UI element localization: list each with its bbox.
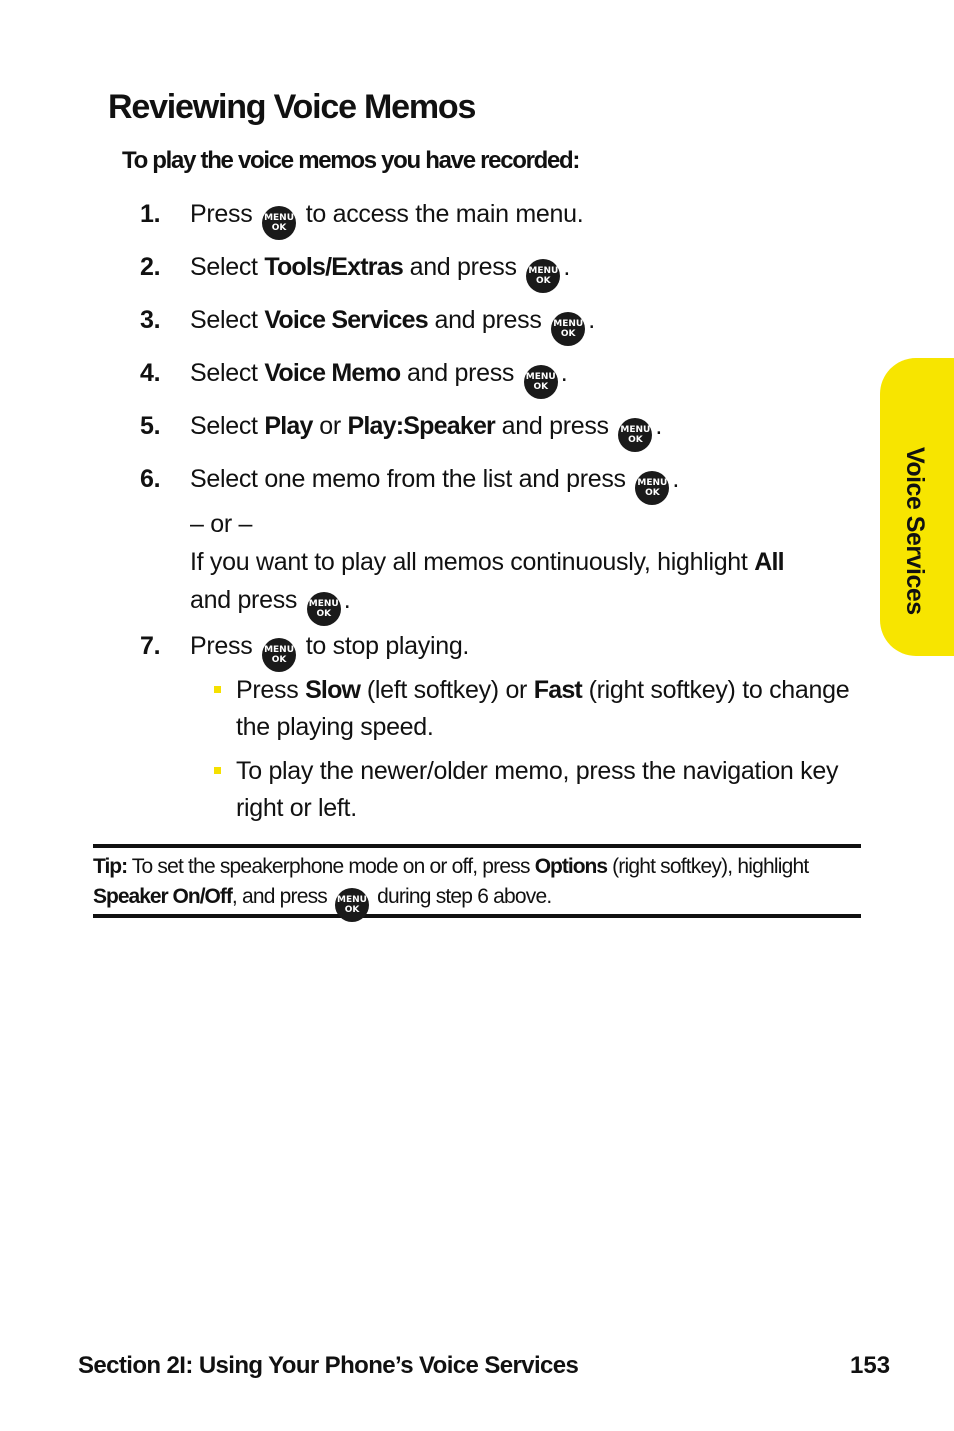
step-text-part: and press (501, 412, 609, 440)
step-text-part: or (319, 412, 341, 440)
menu-option-label: Voice Services (264, 306, 428, 334)
key-label-line: MENU (308, 599, 339, 609)
tip-text-part: (right softkey), highlight (612, 855, 809, 878)
key-label-line: OK (344, 905, 360, 915)
bullet-text-part: (right softkey) to change the playing speed. (236, 676, 850, 741)
step-number: 2. (140, 253, 161, 281)
tip-text-part: during step 6 above. (377, 885, 552, 908)
step-text-part: . (588, 306, 595, 334)
section-side-tab-label: Voice Services (901, 447, 929, 615)
step-number: 4. (140, 359, 161, 387)
step-text-part: Select (190, 306, 258, 334)
step-text-part: Select one memo from the list and press (190, 465, 626, 493)
key-label-line: MENU (620, 425, 651, 435)
footer-section-title: Section 2I: Using Your Phone’s Voice Services (78, 1352, 579, 1379)
page-title: Reviewing Voice Memos (108, 88, 476, 126)
bullet-square-icon (214, 767, 221, 774)
sub-bullet-item (236, 753, 860, 827)
step-text-part: and press (190, 586, 298, 614)
step-text-part: Select (190, 253, 258, 281)
step-text (190, 248, 860, 293)
step-number: 5. (140, 412, 161, 440)
key-label-line: OK (271, 223, 287, 233)
key-label-line: MENU (264, 213, 295, 223)
step-text-part: and press (434, 306, 542, 334)
softkey-label: Slow (305, 676, 361, 704)
step-number: 6. (140, 465, 161, 493)
step-text (190, 627, 860, 672)
step-text-part: Press (190, 200, 253, 228)
tip-text-part: , and press (231, 885, 327, 908)
key-label-line: OK (560, 329, 576, 339)
menu-option-label: Play:Speaker (347, 412, 495, 440)
key-label-line: MENU (525, 372, 556, 382)
softkey-label: Options (534, 855, 608, 878)
sub-bullet-item (236, 672, 860, 746)
key-label-line: OK (628, 435, 643, 445)
bullet-square-icon (214, 686, 221, 693)
menu-option-label: Voice Memo (264, 359, 401, 387)
step-text-part: Select (190, 359, 258, 387)
step-text-part: and press (409, 253, 517, 281)
key-label-line: OK (316, 609, 332, 619)
menu-option-label: Speaker On/Off (93, 885, 232, 908)
tip-text-part: To set the speakerphone mode on or off, press (131, 855, 530, 878)
step-text-part: and press (407, 359, 515, 387)
bullet-text-part: (left softkey) or (366, 676, 528, 704)
step-text (190, 354, 860, 399)
key-label-line: OK (536, 276, 551, 286)
tip-text (93, 852, 861, 922)
key-label-line: MENU (337, 895, 367, 905)
menu-ok-key-icon (635, 471, 669, 505)
step-number: 3. (140, 306, 161, 334)
menu-ok-key-icon (526, 259, 560, 293)
key-label-line: OK (533, 382, 549, 392)
key-label-line: MENU (637, 478, 668, 488)
step-text-part: . (672, 465, 680, 493)
step-text-part: . (563, 253, 570, 281)
step-text-part: . (655, 412, 663, 440)
softkey-label: Fast (533, 676, 582, 704)
bullet-text-part: To play the newer/older memo, press the navigation key right or left. (236, 757, 839, 822)
step-number: 7. (140, 632, 161, 660)
step-text-part: If you want to play all memos continuously, highlight (190, 548, 748, 576)
step-text (190, 407, 860, 452)
page-number: 153 (850, 1352, 891, 1379)
step-text (190, 195, 860, 240)
key-label-line: MENU (528, 266, 559, 276)
step-text (190, 460, 860, 626)
menu-ok-key-icon (618, 418, 652, 452)
key-label-line: OK (271, 655, 287, 665)
intro-text: To play the voice memos you have recorded: (122, 147, 580, 174)
menu-ok-key-icon (262, 206, 296, 240)
step-text-part: to access the main menu. (305, 200, 584, 228)
menu-option-label: Tools/Extras (264, 253, 403, 281)
menu-ok-key-icon (551, 312, 585, 346)
key-label-line: MENU (264, 645, 295, 655)
step-text-part: . (343, 586, 351, 614)
bullet-text-part: Press (236, 676, 299, 704)
menu-ok-key-icon (262, 638, 296, 672)
menu-option-label: Play (264, 412, 313, 440)
step-text (190, 301, 860, 346)
step-number: 1. (140, 200, 161, 228)
tip-box (93, 844, 861, 918)
or-separator: – or – (190, 510, 253, 538)
step-text-part: Press (190, 632, 253, 660)
step-text-part: . (560, 359, 568, 387)
menu-option-label: All (754, 548, 784, 576)
menu-ok-key-icon (307, 592, 341, 626)
step-text-part: to stop playing. (305, 632, 470, 660)
menu-ok-key-icon (335, 888, 369, 922)
key-label-line: MENU (553, 319, 584, 329)
step-text-part: Select (190, 412, 258, 440)
menu-ok-key-icon (524, 365, 558, 399)
tip-label: Tip: (93, 855, 128, 878)
key-label-line: OK (645, 488, 660, 498)
